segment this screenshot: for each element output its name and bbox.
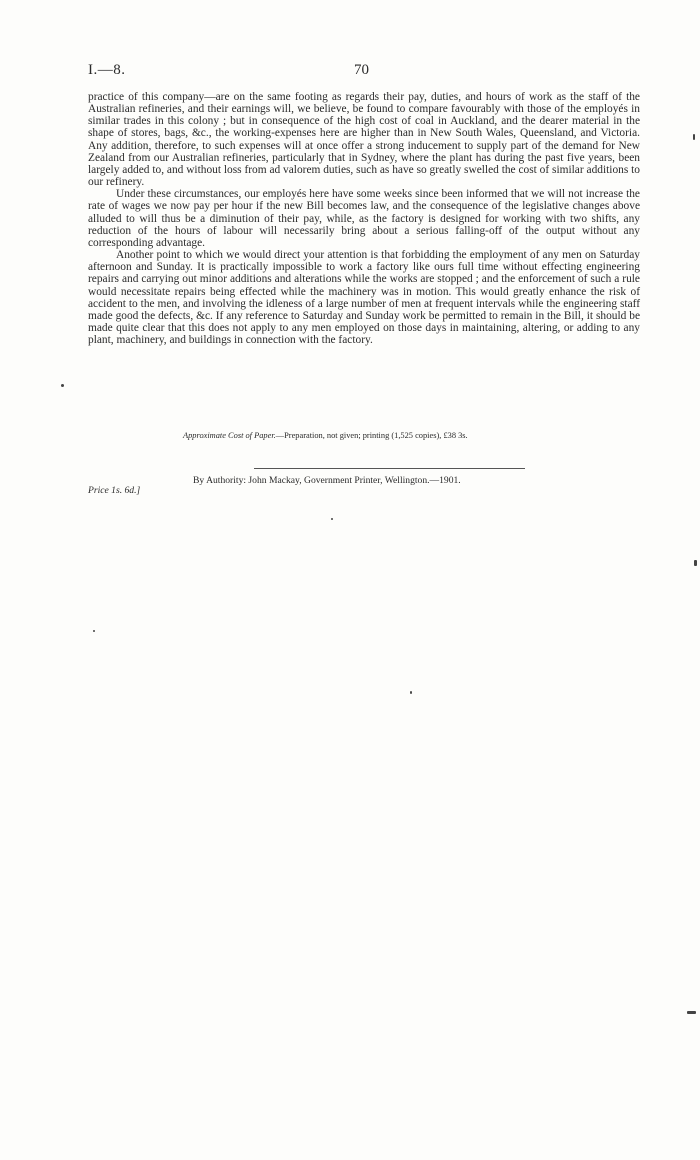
cost-of-paper-note <box>183 431 468 440</box>
footer-rule <box>254 468 525 469</box>
scan-speck <box>331 518 333 520</box>
cost-label: Approximate Cost of Paper. <box>183 431 276 440</box>
scan-speck <box>693 134 695 140</box>
scan-speck <box>61 384 64 387</box>
paragraph-2: Under these circumstances, our employés here have some weeks since been informed that we will not increase the rate of wages we now pay per hour if the new Bill becomes law, and the consequence of the legislative changes above alluded to will thus be a diminution of their pay, while, as the factory is designed for working with two shifts, any reduction of the hours of labour will necessarily bring about a serious falling-off of the output without any corresponding advantage. <box>88 188 640 249</box>
price-note: Price 1s. 6d.] <box>88 485 141 496</box>
scan-speck <box>687 1011 696 1014</box>
printer-authority: By Authority: John Mackay, Government Printer, Wellington.—1901. <box>193 475 461 486</box>
scan-speck <box>410 691 412 694</box>
page-number: 70 <box>354 62 369 78</box>
document-reference: I.—8. <box>88 62 126 78</box>
body-text <box>88 91 640 346</box>
cost-text: —Preparation, not given; printing (1,525 copies), £38 3s. <box>275 431 468 440</box>
scan-speck <box>694 560 697 566</box>
scan-speck <box>93 630 95 632</box>
paragraph-1: practice of this company—are on the same footing as regards their pay, duties, and hours of work as the staff of the Australian refineries, and their earnings will, we believe, be found to compare favourably with those of the employés in similar trades in this colony ; but in consequence of the high cost of coal in Auckland, and the dearer material in the shape of stores, bags, &c., the working-expenses here are higher than in New South Wales, Queensland, and Victoria. Any addition, therefore, to such expenses will at once offer a strong inducement to supply part of the demand for New Zealand from our Australian refineries, particularly that in Sydney, where the plant has during the past five years, been largely added to, and without loss from ad valorem duties, such as have so greatly swelled the cost of similar additions to our refinery. <box>88 91 640 189</box>
paragraph-3: Another point to which we would direct your attention is that forbidding the employment of any men on Saturday afternoon and Sunday. It is practically impossible to work a factory like ours full time without effecting engineering repairs and carrying out minor additions and alterations while the works are stopped ; and the enforcement of such a rule would necessitate repairs being effected while the machinery was in motion. This would greatly enhance the risk of accident to the men, and involving the idleness of a large number of men at frequent intervals while the engineering staff made good the defects, &c. If any reference to Saturday and Sunday work be permitted to remain in the Bill, it should be made quite clear that this does not apply to any men employed on those days in maintaining, altering, or adding to any plant, machinery, and buildings in connection with the factory. <box>88 249 640 347</box>
